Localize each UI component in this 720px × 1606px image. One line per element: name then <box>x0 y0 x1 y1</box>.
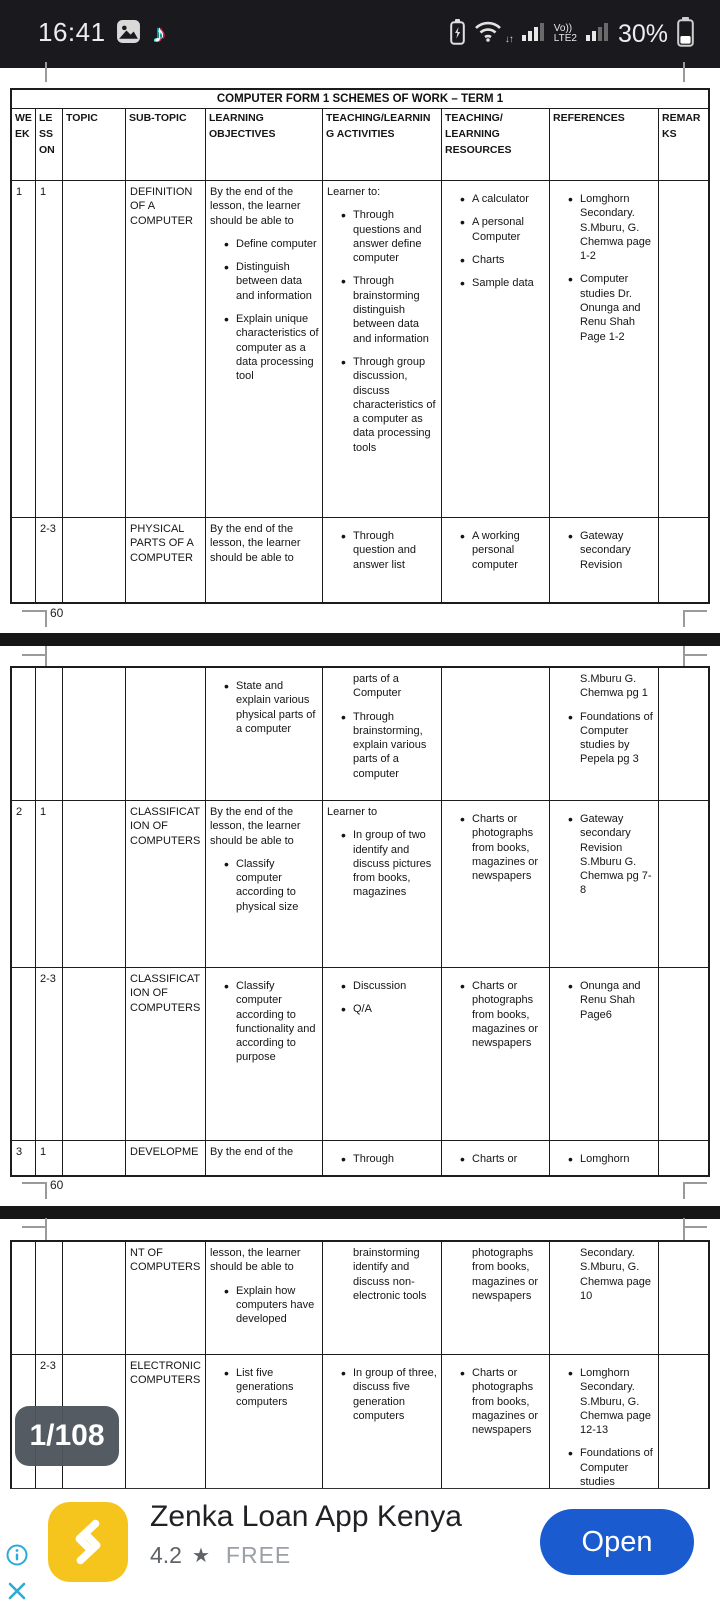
crop-mark <box>683 1182 707 1184</box>
cell-week <box>12 668 36 800</box>
wifi-icon <box>474 20 502 48</box>
column-header-lesson: LESSON <box>36 109 63 180</box>
table-title-row <box>12 90 708 109</box>
crop-mark <box>45 1182 47 1199</box>
table-row <box>12 801 708 968</box>
cell-resources <box>442 668 550 800</box>
page-number-label: 60 <box>50 1178 64 1192</box>
bullet-item: • Through question and answer list <box>339 529 438 572</box>
ad-close-icon[interactable] <box>7 1581 27 1606</box>
crop-mark <box>683 610 685 627</box>
table-row <box>12 518 708 602</box>
cell-resources <box>442 1141 550 1175</box>
bullet-item: • Distinguish between data and information <box>222 260 319 303</box>
cell-remarks <box>659 1355 708 1489</box>
cell-topic <box>63 1141 126 1175</box>
bullet-item: • Through group discussion, discuss characteristics of a computer as data processing tools <box>339 355 438 455</box>
bullet-item: • Explain how computers have developed <box>222 1284 319 1327</box>
bullet-item: • Onunga and Renu Shah Page6 <box>566 979 655 1022</box>
bullet-item: • In group of two identify and discuss pictures from books, magazines <box>339 828 438 899</box>
cell-resources <box>442 1355 550 1489</box>
cell-text: 2-3 <box>40 1360 56 1372</box>
cell-text: 1 <box>40 806 47 818</box>
crop-mark <box>45 646 47 668</box>
cell-topic <box>63 518 126 602</box>
continued-text: brainstorming identify and discuss non-electronic tools <box>353 1247 427 1302</box>
cell-activities <box>323 1141 442 1175</box>
bullet-item: • Foundations of Computer studies by Pepela pg 3 <box>566 710 655 767</box>
document-viewport[interactable] <box>0 68 720 1492</box>
bullet-item: • Q/A <box>339 1002 438 1016</box>
cell-text: 2-3 <box>40 973 56 985</box>
bullet-item: • A personal Computer <box>458 215 546 244</box>
cell-activities <box>323 518 442 602</box>
column-header-remarks: REMARKS <box>662 112 701 140</box>
bullet-item: • Charts or <box>458 1152 546 1166</box>
cell-week <box>12 181 36 517</box>
crop-mark <box>683 646 685 668</box>
cell-subtopic <box>126 968 206 1140</box>
cell-topic <box>63 181 126 517</box>
bullet-item: • Through questions and answer define computer <box>339 208 438 265</box>
crop-mark <box>683 654 707 656</box>
ad-info-icon[interactable] <box>6 1544 28 1571</box>
bullet-item: • A calculator <box>458 192 546 206</box>
battery-saver-icon <box>450 19 465 50</box>
cell-activities <box>323 968 442 1140</box>
cell-subtopic <box>126 1242 206 1354</box>
document-page-2 <box>10 666 710 1177</box>
crop-mark <box>683 1182 685 1199</box>
crop-mark <box>683 62 685 82</box>
cell-text: CLASSIFICATION OF COMPUTERS <box>130 973 201 1014</box>
cell-subtopic <box>126 181 206 517</box>
cell-text: NT OF COMPUTERS <box>130 1247 201 1274</box>
table-row <box>12 1242 708 1355</box>
page-position-badge: 1/108 <box>15 1406 119 1466</box>
cell-text: ELECTRONIC COMPUTERS <box>130 1360 201 1387</box>
bullet-item: • State and explain various physical parts of a computer <box>222 679 319 736</box>
cell-week <box>12 518 36 602</box>
cell-remarks <box>659 801 708 967</box>
cell-subtopic <box>126 801 206 967</box>
page-gap <box>0 633 720 646</box>
bullet-item: • Classify computer according to functionality and according to purpose <box>222 979 319 1065</box>
cell-references <box>550 1242 659 1354</box>
crop-mark <box>683 610 707 612</box>
bullet-item: • Computer studies Dr. Onunga and Renu Shah Page 1-2 <box>566 272 655 343</box>
cell-text: lesson, the learner should be able to <box>210 1247 301 1274</box>
cell-references <box>550 801 659 967</box>
bullet-item: • Charts <box>458 253 546 267</box>
cell-references <box>550 1141 659 1175</box>
cell-subtopic <box>126 1141 206 1175</box>
cell-text: 1 <box>16 186 23 198</box>
zenka-app-icon[interactable] <box>48 1502 128 1582</box>
cell-subtopic <box>126 668 206 800</box>
cell-lesson <box>36 181 63 517</box>
cell-objectives <box>206 518 323 602</box>
cell-subtopic <box>126 518 206 602</box>
cell-text: DEFINITION OF A COMPUTER <box>130 186 193 227</box>
table-header-row <box>12 109 708 181</box>
bullet-item: • Charts or photographs from books, magazines or newspapers <box>458 812 546 883</box>
cell-text: 3 <box>16 1146 23 1158</box>
bullet-item: • Lomghorn <box>566 1152 655 1166</box>
cell-week <box>12 968 36 1140</box>
cell-text: 2-3 <box>40 523 56 535</box>
cell-lesson <box>36 518 63 602</box>
signal-strength-icon-sim2 <box>586 22 609 46</box>
ad-rating: 4.2 <box>150 1542 182 1568</box>
cell-activities <box>323 181 442 517</box>
bullet-item: • Through brainstorming distinguish between data and information <box>339 274 438 345</box>
continued-text: Secondary. S.Mburu, G. Chemwa page 10 <box>580 1247 651 1302</box>
table-row <box>12 181 708 518</box>
cell-text: 1 <box>40 1146 47 1158</box>
cell-lesson <box>36 1141 63 1175</box>
document-page-1 <box>10 88 710 604</box>
star-icon: ★ <box>191 1545 210 1567</box>
bullet-item: • Define computer <box>222 237 319 251</box>
crop-mark <box>45 1218 47 1240</box>
ad-banner <box>0 1492 720 1600</box>
status-bar <box>0 0 720 68</box>
bullet-item: • Gateway secondary Revision <box>566 529 655 572</box>
cell-week <box>12 1141 36 1175</box>
cell-activities <box>323 1355 442 1489</box>
cell-objectives <box>206 668 323 800</box>
cell-topic <box>63 668 126 800</box>
cell-text: By the end of the lesson, the learner should be able to <box>210 806 301 847</box>
crop-mark <box>22 1182 46 1184</box>
cell-objectives <box>206 1242 323 1354</box>
table-row <box>12 968 708 1141</box>
column-header-activities: TEACHING/LEARNING ACTIVITIES <box>323 109 442 180</box>
cell-objectives <box>206 1355 323 1489</box>
cell-subtopic <box>126 1355 206 1489</box>
cell-remarks <box>659 1242 708 1354</box>
bullet-item: • In group of three, discuss five generation computers <box>339 1366 438 1423</box>
tiktok-notification-icon: ♪ <box>153 19 166 48</box>
cell-text: By the end of the lesson, the learner should be able to <box>210 186 301 227</box>
bullet-item: • A working personal computer <box>458 529 546 572</box>
cell-objectives <box>206 181 323 517</box>
cell-remarks <box>659 668 708 800</box>
bullet-item: • Classify computer according to physical size <box>222 857 319 914</box>
bullet-item: • Sample data <box>458 276 546 290</box>
cell-references <box>550 668 659 800</box>
crop-mark <box>22 610 46 612</box>
cell-lesson <box>36 1242 63 1354</box>
cell-resources <box>442 801 550 967</box>
battery-percentage: 30% <box>617 19 668 48</box>
cell-remarks <box>659 181 708 517</box>
crop-mark <box>683 1226 707 1228</box>
bullet-item: • Charts or photographs from books, magazines or newspapers <box>458 1366 546 1437</box>
crop-mark <box>45 62 47 82</box>
cell-text: 1 <box>40 186 47 198</box>
cell-resources <box>442 968 550 1140</box>
document-title: COMPUTER FORM 1 SCHEMES OF WORK – TERM 1 <box>216 93 504 105</box>
bullet-item: • Lomghorn Secondary. S.Mburu, G. Chemwa page 1-2 <box>566 192 655 263</box>
cell-references <box>550 1355 659 1489</box>
cell-remarks <box>659 518 708 602</box>
cell-text: DEVELOPME <box>130 1146 199 1158</box>
cell-text: Learner to: <box>327 186 381 198</box>
column-header-objectives: LEARNING OBJECTIVES <box>206 109 323 180</box>
cell-activities <box>323 668 442 800</box>
cell-resources <box>442 518 550 602</box>
cell-week <box>12 1242 36 1354</box>
wifi-activity-arrows-icon: ↓↑ <box>504 33 513 45</box>
signal-strength-icon-sim1 <box>522 22 545 46</box>
cell-text: 2 <box>16 806 23 818</box>
battery-icon <box>677 17 694 52</box>
cell-resources <box>442 1242 550 1354</box>
bullet-item: • Explain unique characteristics of computer as a data processing tool <box>222 312 319 383</box>
cell-activities <box>323 1242 442 1354</box>
cell-text: CLASSIFICATION OF COMPUTERS <box>130 806 201 847</box>
ad-price: FREE <box>225 1542 292 1568</box>
crop-mark <box>45 610 47 627</box>
bullet-item: • Lomghorn Secondary. S.Mburu, G. Chemwa page 12-13 <box>566 1366 655 1437</box>
cell-text: PHYSICAL PARTS OF A COMPUTER <box>130 523 194 564</box>
bullet-item: • List five generations computers <box>222 1366 319 1409</box>
cell-remarks <box>659 1141 708 1175</box>
ad-app-title[interactable]: Zenka Loan App Kenya <box>150 1500 462 1533</box>
continued-text: parts of a Computer <box>353 673 402 700</box>
cell-remarks <box>659 968 708 1140</box>
cell-lesson <box>36 968 63 1140</box>
crop-mark <box>683 1218 685 1240</box>
cell-lesson <box>36 801 63 967</box>
page-number-label: 60 <box>50 606 64 620</box>
bullet-item: • Through <box>339 1152 438 1166</box>
cell-topic <box>63 1242 126 1354</box>
bullet-item: • Foundations of Computer studies <box>566 1446 655 1489</box>
cell-references <box>550 968 659 1140</box>
page-gap <box>0 1206 720 1219</box>
crop-mark <box>22 654 46 656</box>
cell-text: By the end of the <box>210 1146 294 1158</box>
crop-mark <box>22 1226 46 1228</box>
cell-activities <box>323 801 442 967</box>
cell-references <box>550 518 659 602</box>
bullet-item: • Through brainstorming, explain various parts of a computer <box>339 710 438 781</box>
table-row <box>12 668 708 801</box>
gallery-notification-icon <box>116 19 141 49</box>
cell-lesson <box>36 668 63 800</box>
open-app-button[interactable]: Open <box>540 1509 694 1575</box>
cell-resources <box>442 181 550 517</box>
cell-text: By the end of the lesson, the learner should be able to <box>210 523 301 564</box>
column-header-references: REFERENCES <box>550 109 659 180</box>
cell-text: Learner to <box>327 806 378 818</box>
bullet-item: • Gateway secondary Revision S.Mburu G. Chemwa pg 7-8 <box>566 812 655 898</box>
cell-references <box>550 181 659 517</box>
bullet-item: • Discussion <box>339 979 438 993</box>
cell-topic <box>63 801 126 967</box>
column-header-week: WEEK <box>12 109 36 180</box>
table-row <box>12 1141 708 1175</box>
continued-text: photographs from books, magazines or newspapers <box>472 1247 539 1302</box>
cell-objectives <box>206 968 323 1140</box>
cell-objectives <box>206 1141 323 1175</box>
cell-week <box>12 801 36 967</box>
column-header-topic: TOPIC <box>63 109 126 180</box>
column-header-resources: TEACHING/ LEARNING RESOURCES <box>442 109 550 180</box>
cell-objectives <box>206 801 323 967</box>
column-header-subtopic: SUB-TOPIC <box>126 109 206 180</box>
volte-lte2-label: Vo)) LTE2 <box>553 22 577 44</box>
continued-text: S.Mburu G. Chemwa pg 1 <box>580 673 648 700</box>
clock: 16:41 <box>38 17 106 47</box>
cell-topic <box>63 968 126 1140</box>
bullet-item: • Charts or photographs from books, magazines or newspapers <box>458 979 546 1050</box>
